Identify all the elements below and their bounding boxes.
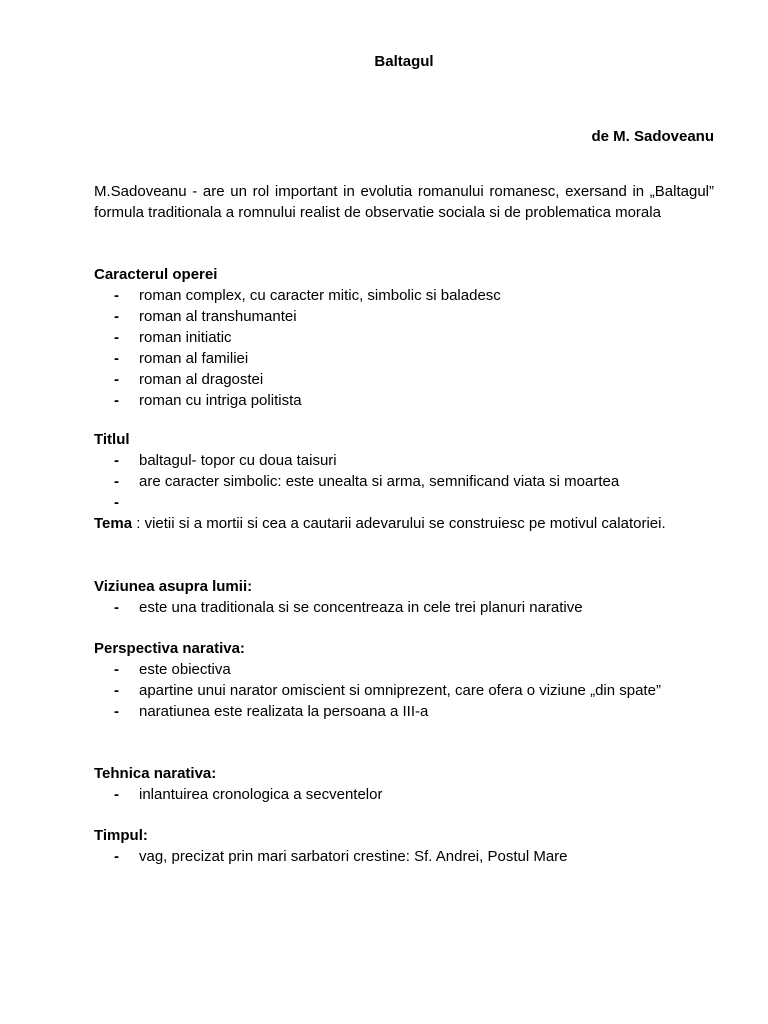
bullet-dash: - bbox=[114, 452, 119, 469]
bullet-list bbox=[94, 846, 714, 867]
document-author: de M. Sadoveanu bbox=[591, 128, 714, 145]
bullet-dash: - bbox=[114, 308, 119, 325]
bullet-dash: - bbox=[114, 371, 119, 388]
list-item bbox=[94, 450, 714, 471]
section-heading: Viziunea asupra lumii: bbox=[94, 578, 253, 595]
bullet-dash: - bbox=[114, 661, 119, 678]
bullet-list bbox=[94, 659, 714, 722]
bullet-list bbox=[94, 450, 714, 513]
bullet-list bbox=[94, 784, 714, 805]
list-item-text: roman al familiei bbox=[139, 350, 249, 367]
section-tema bbox=[94, 513, 714, 534]
section-tehnica bbox=[94, 763, 714, 805]
intro-paragraph: M.Sadoveanu - are un rol important in evolutia romanului romanesc, exersand in „Baltagul” formula traditionala a romnului realist de observatie sociala si de problematica morala bbox=[94, 183, 714, 221]
list-item-text: baltagul- topor cu doua taisuri bbox=[139, 452, 337, 469]
list-item-text: roman initiatic bbox=[139, 329, 232, 346]
list-item-text: are caracter simbolic: este unealta si arma, semnificand viata si moartea bbox=[139, 473, 620, 490]
section-caracter bbox=[94, 264, 714, 411]
list-item-text: roman al dragostei bbox=[139, 371, 264, 388]
section-titlul bbox=[94, 429, 714, 513]
list-item bbox=[94, 285, 714, 306]
list-item-text: apartine unui narator omiscient si omniprezent, care ofera o viziune „din spate” bbox=[139, 682, 661, 699]
section-viziunea bbox=[94, 576, 714, 618]
list-item bbox=[94, 327, 714, 348]
tema-text: : vietii si a mortii si cea a cautarii adevarului se construiesc pe motivul calatoriei. bbox=[132, 515, 666, 532]
list-item-text: vag, precizat prin mari sarbatori crestine: Sf. Andrei, Postul Mare bbox=[139, 848, 568, 865]
list-item bbox=[94, 701, 714, 722]
bullet-dash: - bbox=[114, 848, 119, 865]
section-heading: Titlul bbox=[94, 431, 130, 448]
bullet-dash: - bbox=[114, 599, 119, 616]
list-item-text: roman cu intriga politista bbox=[139, 392, 302, 409]
tema-label: Tema bbox=[94, 515, 133, 532]
bullet-dash: - bbox=[114, 494, 119, 511]
bullet-dash: - bbox=[114, 287, 119, 304]
bullet-dash: - bbox=[114, 703, 119, 720]
list-item bbox=[94, 784, 714, 805]
list-item bbox=[94, 306, 714, 327]
bullet-list bbox=[94, 285, 714, 411]
list-item-text: inlantuirea cronologica a secventelor bbox=[139, 786, 383, 803]
list-item bbox=[94, 492, 714, 513]
section-heading: Caracterul operei bbox=[94, 266, 218, 283]
list-item bbox=[94, 597, 714, 618]
bullet-dash: - bbox=[114, 682, 119, 699]
section-heading: Timpul: bbox=[94, 827, 148, 844]
section-heading: Tehnica narativa: bbox=[94, 765, 217, 782]
list-item bbox=[94, 348, 714, 369]
section-timpul bbox=[94, 825, 714, 867]
section-perspectiva bbox=[94, 638, 714, 722]
section-heading: Perspectiva narativa: bbox=[94, 640, 245, 657]
list-item bbox=[94, 369, 714, 390]
list-item bbox=[94, 390, 714, 411]
list-item bbox=[94, 680, 714, 701]
list-item-text: roman al transhumantei bbox=[139, 308, 297, 325]
bullet-dash: - bbox=[114, 350, 119, 367]
bullet-dash: - bbox=[114, 329, 119, 346]
list-item-text: este una traditionala si se concentreaza in cele trei planuri narative bbox=[139, 599, 583, 616]
list-item-text: naratiunea este realizata la persoana a III-a bbox=[139, 703, 429, 720]
document-title: Baltagul bbox=[374, 53, 434, 70]
bullet-dash: - bbox=[114, 392, 119, 409]
bullet-dash: - bbox=[114, 786, 119, 803]
list-item bbox=[94, 846, 714, 867]
list-item-text: roman complex, cu caracter mitic, simbolic si baladesc bbox=[139, 287, 501, 304]
list-item-text: este obiectiva bbox=[139, 661, 231, 678]
list-item bbox=[94, 471, 714, 492]
bullet-dash: - bbox=[114, 473, 119, 490]
list-item bbox=[94, 659, 714, 680]
bullet-list bbox=[94, 597, 714, 618]
